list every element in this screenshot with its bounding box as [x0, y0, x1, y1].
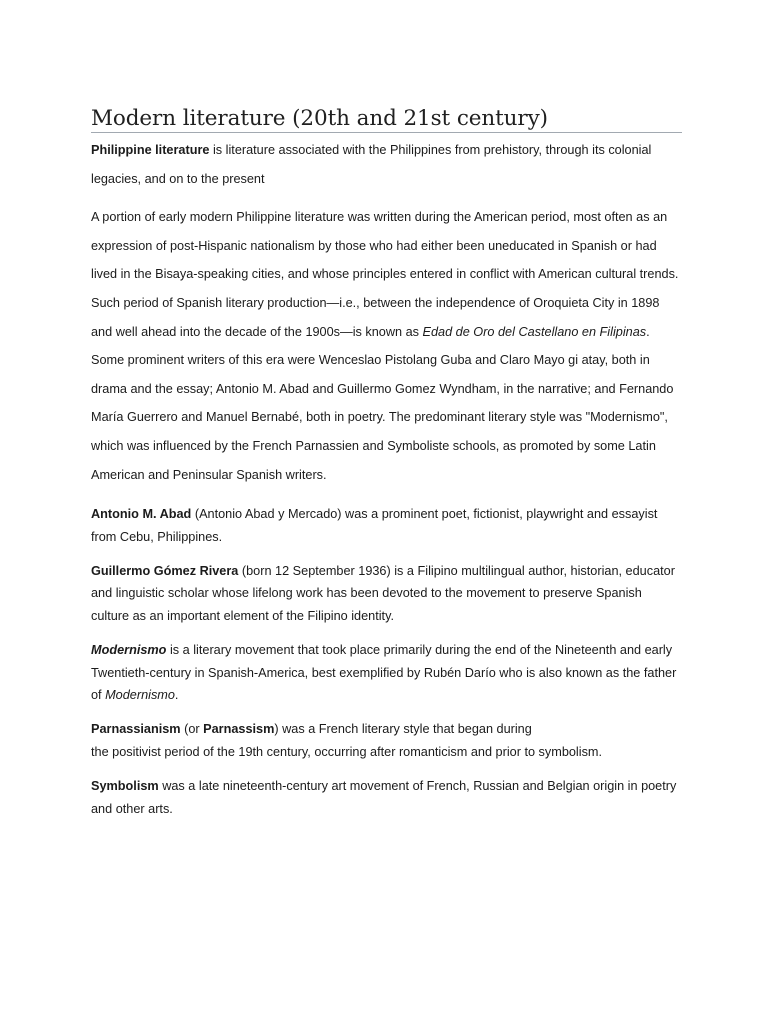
- paragraph-text: . Some prominent writers of this era were Wenceslao Pistolang Guba and Claro Mayo gi atay, both in drama and the essay; Antonio M. Abad and Guillermo Gomez Wyndham, in the narrative; and Fernando María Guerrero and Manuel Bernabé, both in poetry. The predominant literary style was "Modernismo", which was influenced by the French Parnassien and Symboliste schools, as promoted by some Latin American and Peninsular Spanish writers.: [91, 324, 674, 482]
- section-heading: Modern literature (20th and 21st century): [91, 106, 682, 133]
- paragraph-text: ) was a French literary style that began during: [274, 722, 532, 737]
- italic-modernismo: Modernismo: [105, 687, 175, 702]
- paragraph-text: is a literary movement that took place primarily during the end of the Nineteenth and early Twentieth-century in Spanish-America, best exemplified by Rubén Darío who is also known as the father of: [91, 643, 677, 702]
- paragraph-text: (born 12 September 1936) is a Filipino multilingual author, historian, educator and linguistic scholar whose lifelong work has been devoted to the movement to preserve Spanish culture as an important element of the Filipino identity.: [91, 563, 675, 623]
- paragraph-guillermo-gomez-rivera: [91, 560, 682, 627]
- paragraph-text: (Antonio Abad y Mercado) was a prominent poet, fictionist, playwright and essayist from Cebu, Philippines.: [91, 507, 658, 544]
- term-symbolism: Symbolism: [91, 779, 159, 794]
- term-philippine-literature: Philippine literature: [91, 143, 210, 157]
- paragraph-parnassianism: [91, 718, 682, 763]
- paragraph-antonio-abad: [91, 503, 682, 548]
- term-parnassism: Parnassism: [203, 722, 275, 737]
- paragraph-early-modern: [91, 203, 682, 489]
- paragraph-modernismo: [91, 639, 682, 706]
- paragraph-symbolism: [91, 775, 682, 820]
- paragraph-text: (or: [180, 722, 204, 737]
- term-antonio-abad: Antonio M. Abad: [91, 507, 192, 522]
- term-parnassianism: Parnassianism: [91, 722, 181, 737]
- paragraph-text: A portion of early modern Philippine literature was written during the American period, most often as an expression of post-Hispanic nationalism by those who had either been uneducated in Spanish or had lived in the Bisaya-speaking cities, and whose principles entered in conflict with American cultural trends. Such period of Spanish literary production—i.e., between the independence of Oroquieta City in 1898 and well ahead into the decade of the 1900s—is known as: [91, 210, 679, 339]
- term-modernismo: Modernismo: [91, 643, 167, 658]
- italic-edad-de-oro: Edad de Oro del Castellano en Filipinas: [422, 324, 647, 339]
- paragraph-text: .: [174, 687, 179, 702]
- paragraph-philippine-literature: [91, 136, 682, 193]
- document-page: [91, 106, 682, 820]
- paragraph-text: was a late nineteenth-century art movement of French, Russian and Belgian origin in poetry and other arts.: [91, 779, 677, 816]
- paragraph-text: is literature associated with the Philippines from prehistory, through its colonial legacies, and on to the present: [91, 143, 652, 186]
- paragraph-text: the positivist period of the 19th century, occurring after romanticism and prior to symbolism.: [91, 744, 603, 759]
- term-guillermo-gomez-rivera: Guillermo Gómez Rivera: [91, 563, 239, 578]
